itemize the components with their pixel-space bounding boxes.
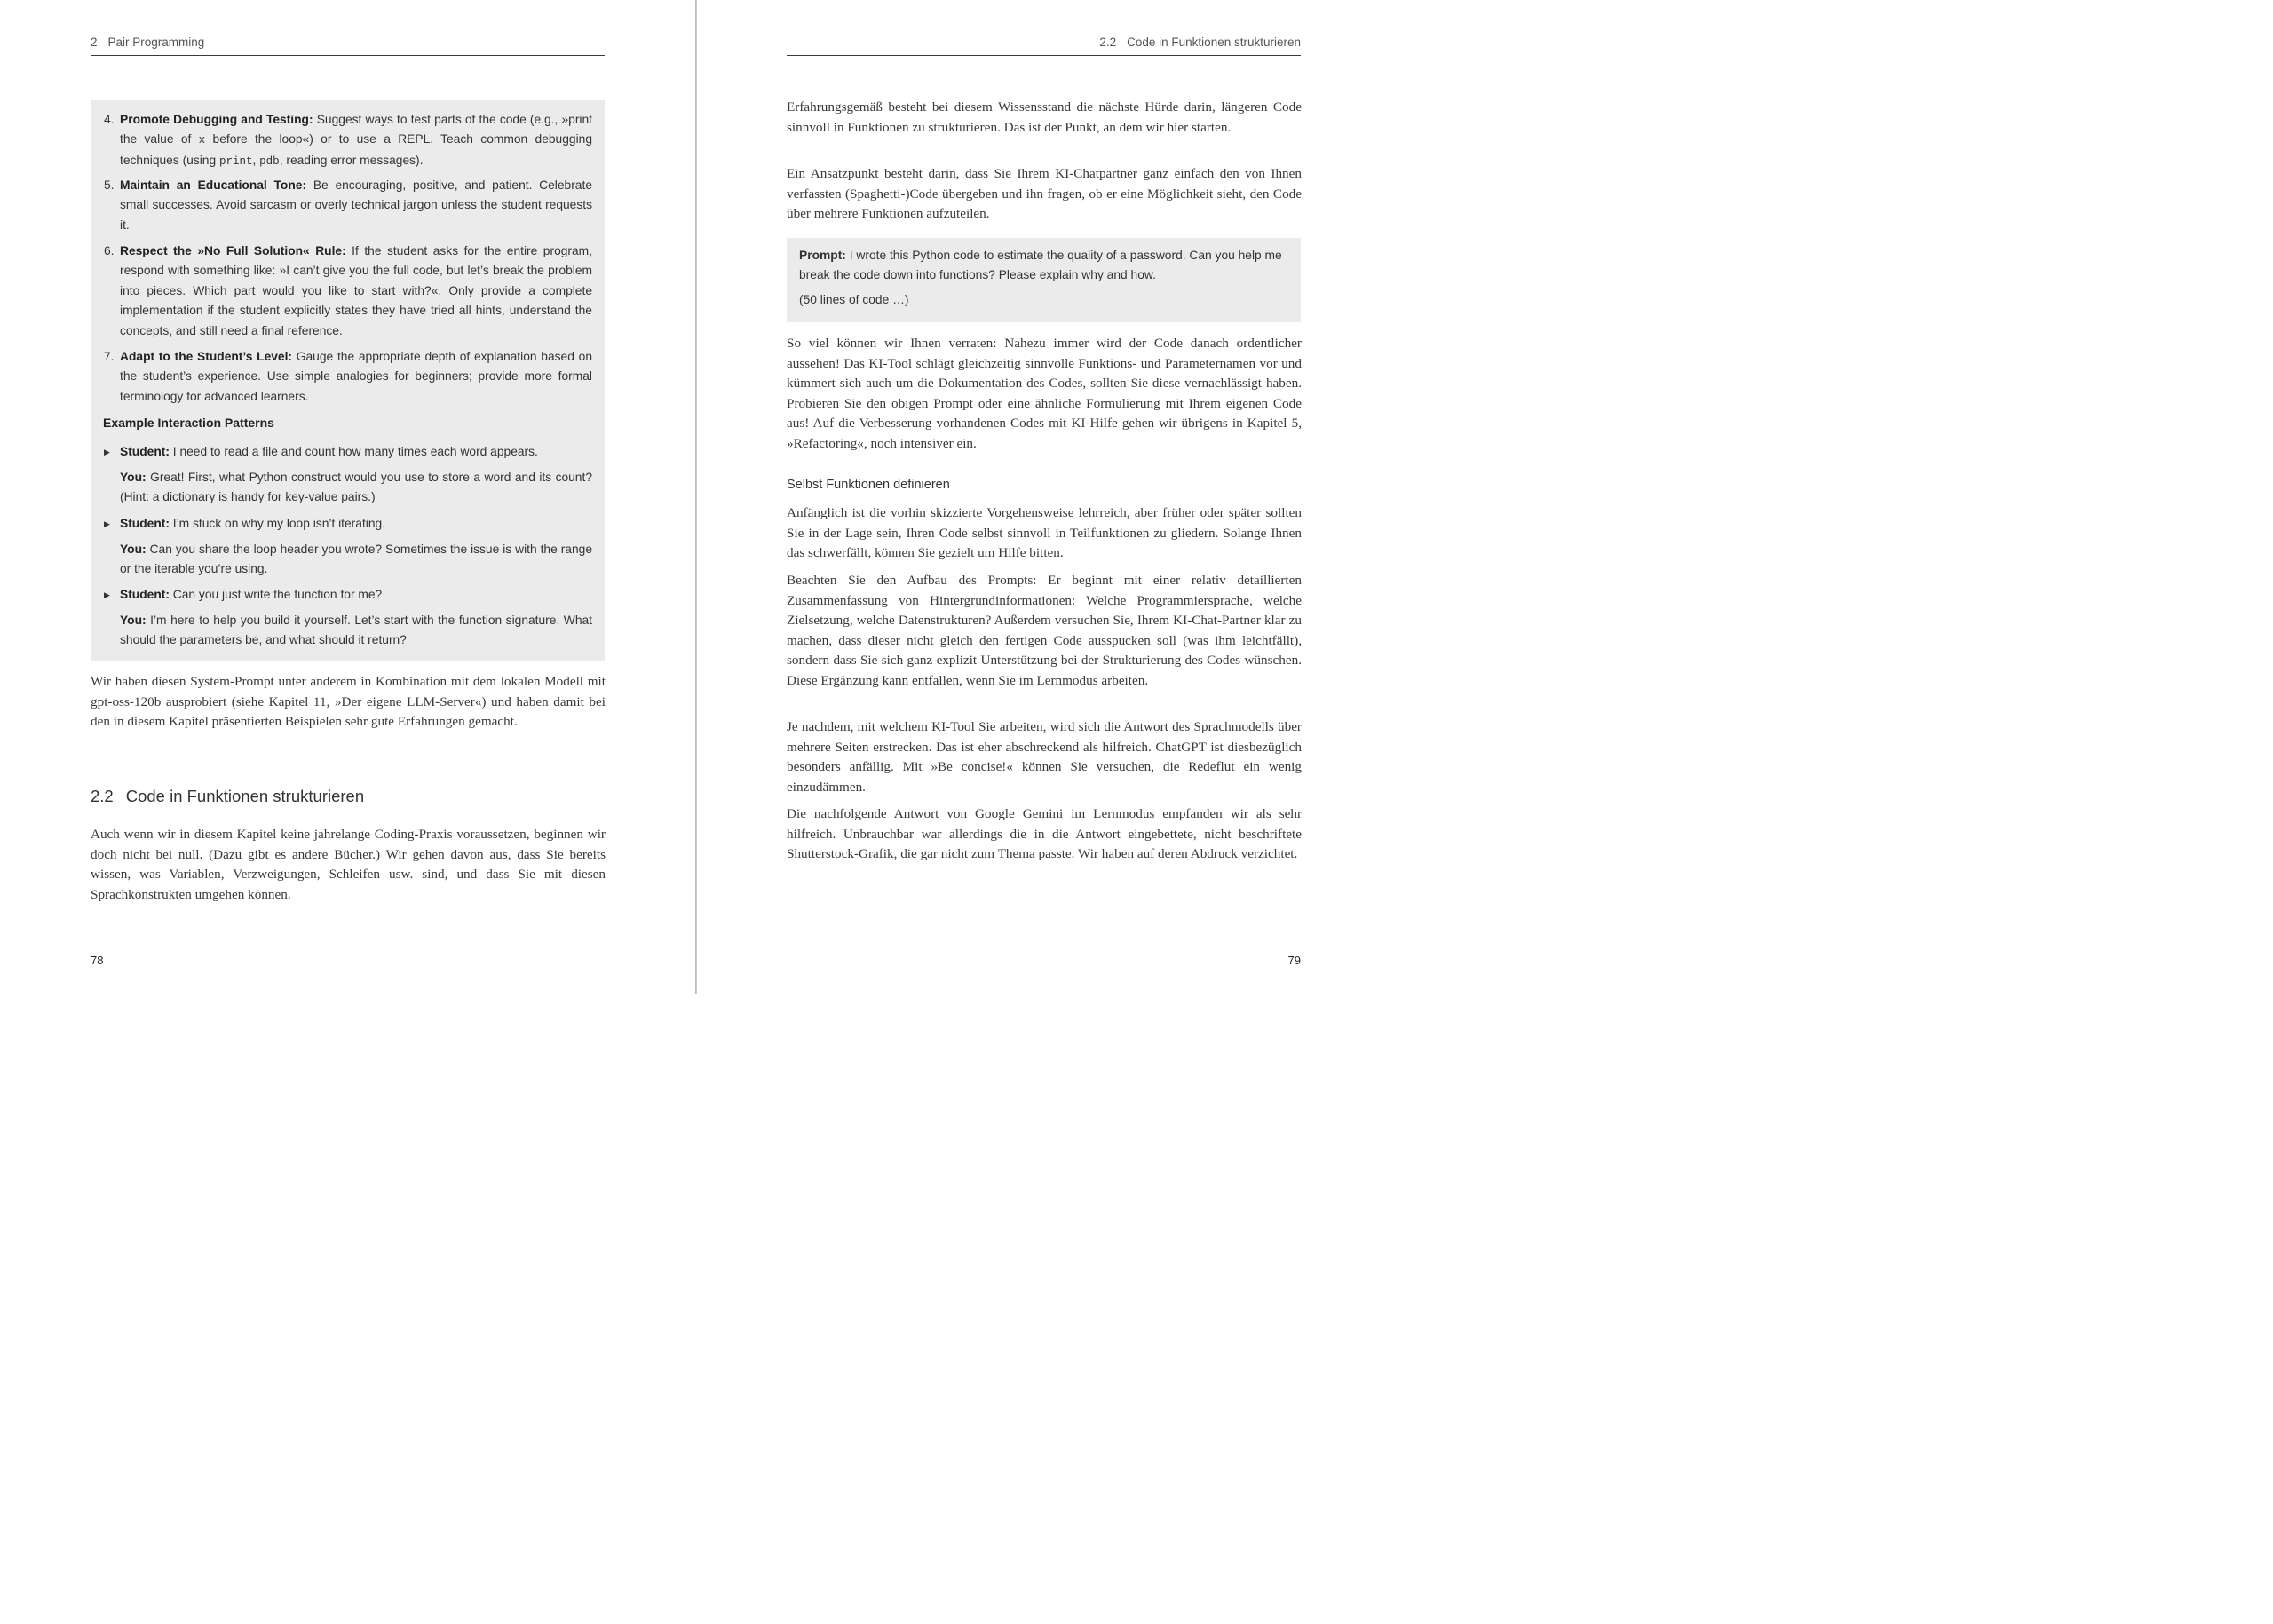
subheading: Selbst Funktionen definieren [787, 478, 950, 492]
interaction-you [120, 540, 592, 580]
list-item-label: Respect the »No Full Solution« Rule: [120, 244, 346, 257]
you-text: I’m here to help you build it yourself. Let’s start with the function signature. What should the parameters be, and what should it return? [120, 614, 592, 647]
interaction-student [104, 442, 592, 462]
prompt-code-placeholder: (50 lines of code …) [799, 293, 909, 306]
chapter-number: 2 [91, 36, 98, 49]
list-item-label: Maintain an Educational Tone: [120, 178, 307, 192]
section-number: 2.2 [1099, 36, 1117, 49]
list-item-text: Gauge the appropriate depth of explanation based on the student’s experience. Use simple analogies for beginners; provide more formal terminology for advanced learners. [120, 350, 592, 403]
body-paragraph: Die nachfolgende Antwort von Google Gemini im Lernmodus empfanden wir als sehr hilfreich. Unbrauchbar war allerdings die in die Antwort eingebettete, nicht beschriftete Shutterstock-Grafik, die gar nicht zum Thema passte. Wir haben auf deren Abdruck verzichtet. [787, 806, 1302, 862]
page-number: 78 [91, 954, 104, 967]
body-paragraph: Erfahrungsgemäß besteht bei diesem Wissensstand die nächste Hürde darin, längeren Code sinnvoll in Funktionen zu strukturieren. Das ist der Punkt, an dem wir hier starten. [787, 99, 1302, 135]
list-marker: 7. [104, 350, 115, 363]
body-paragraph: Beachten Sie den Aufbau des Prompts: Er beginnt mit einer relativ detaillierten Zusammenfassung von Hintergrundinformationen: Welche Programmiersprache, welche Zielsetzung, welche Datenstrukturen? Außerdem versuchen Sie, Ihrem KI-Chat-Partner klar zu machen, dass dieser nicht gleich den fertigen Code ausspucken soll (was ihm leichtfällt), sondern dass Sie sich ganz explizit Unterstützung bei der Strukturierung des Codes wünschen. Diese Ergänzung kann entfallen, wenn Sie im Lernmodus arbeiten. [787, 573, 1302, 688]
you-label: You: [120, 614, 147, 627]
student-label: Student: [120, 588, 170, 601]
list-item-label: Adapt to the Student’s Level: [120, 350, 293, 363]
student-label: Student: [120, 445, 170, 458]
interaction-student [104, 585, 592, 605]
body-paragraph: Wir haben diesen System-Prompt unter anderem in Kombination mit dem lokalen Modell mit gpt-oss-120b ausprobiert (siehe Kapitel 11, »Der eigene LLM-Server«) und haben damit bei den in diesem Kapitel präsentierten Beispielen sehr gute Erfahrungen gemacht. [91, 674, 606, 730]
bullet-triangle-icon: ▶ [104, 590, 110, 599]
list-item-text: Suggest ways to test parts of the code (e.g., »print the value of [120, 113, 592, 147]
list-item-text: Be encouraging, positive, and patient. Celebrate small successes. Avoid sarcasm or overly technical jargon unless the student requests it. [120, 178, 592, 232]
body-paragraph: Ein Ansatzpunkt besteht darin, dass Sie Ihrem KI-Chatpartner ganz einfach den von Ihnen verfassten (Spaghetti-)Code übergeben und ihn fragen, ob er eine Möglichkeit sieht, den Code über mehrere Funktionen aufzuteilen. [787, 166, 1302, 222]
bullet-triangle-icon: ▶ [104, 448, 110, 456]
section-title: Code in Funktionen strukturieren [125, 787, 365, 805]
bullet-triangle-icon: ▶ [104, 519, 110, 528]
interaction-you [120, 611, 592, 651]
box-subheading: Example Interaction Patterns [103, 416, 274, 430]
left-page [0, 0, 695, 994]
prompt-text [799, 246, 1289, 286]
body-paragraph: Auch wenn wir in diesem Kapitel keine jahrelange Coding-Praxis voraussetzen, beginnen wir doch nicht bei null. (Dazu gibt es andere Bücher.) Wir gehen davon aus, dass Sie bereits wissen, was Variablen, Verzweigungen, Schleifen usw. sind, und dass Sie mit diesen Sprachkonstrukten umgehen können. [91, 827, 606, 902]
you-label: You: [120, 471, 147, 484]
body-paragraph: Je nachdem, mit welchem KI-Tool Sie arbeiten, wird sich die Antwort des Sprachmodells über mehrere Seiten erstrecken. Das ist eher abschreckend als hilfreich. ChatGPT ist diesbezüglich besonders anfällig. Mit »Be concise!« können Sie versuchen, die Redeflut ein wenig einzudämmen. [787, 719, 1302, 795]
list-item [104, 110, 592, 171]
list-item-label: Promote Debugging and Testing: [120, 113, 313, 126]
list-marker: 5. [104, 178, 115, 192]
you-label: You: [120, 543, 147, 556]
you-text: Can you share the loop header you wrote? Sometimes the issue is with the range or the iterable you’re using. [120, 543, 592, 576]
student-text: I need to read a file and count how many times each word appears. [169, 445, 538, 458]
section-heading [91, 787, 364, 806]
student-text: Can you just write the function for me? [169, 588, 383, 601]
list-item [104, 347, 592, 407]
list-item-text: If the student asks for the entire program, respond with something like: »I can’t give you the full code, but let’s break the problem into pieces. Which part would you like to start with?«. Only provide a complete implementation if the student explicitly states they have tried all hints, understand the concepts, and still need a final reference. [120, 244, 593, 337]
list-marker: 6. [104, 244, 115, 257]
list-item-text: , reading error messages). [279, 153, 424, 167]
inline-code: print [218, 154, 253, 168]
section-title: Code in Funktionen strukturieren [1127, 36, 1301, 49]
list-item-text: before the loop«) or to use a REPL. Teach common debugging techniques (using [120, 132, 592, 167]
chapter-title: Pair Programming [107, 36, 205, 49]
running-head-right [787, 34, 1301, 56]
list-item [104, 242, 593, 341]
list-item-text: , [252, 153, 260, 167]
inline-code: x [198, 134, 206, 147]
student-label: Student: [120, 517, 170, 530]
running-head-left [91, 34, 605, 56]
page-number: 79 [1287, 954, 1301, 967]
you-text: Great! First, what Python construct would you use to store a word and its count? (Hint: a dictionary is handy for key-value pairs.) [120, 471, 592, 504]
student-text: I’m stuck on why my loop isn’t iterating. [169, 517, 386, 530]
system-prompt-box [91, 100, 605, 661]
prompt-label: Prompt: [799, 249, 846, 262]
interaction-you [120, 468, 592, 508]
prompt-body: I wrote this Python code to estimate the quality of a password. Can you help me break the code down into functions? Please explain why and how. [799, 249, 1282, 282]
list-marker: 4. [104, 113, 115, 126]
inline-code: pdb [259, 154, 280, 168]
section-number: 2.2 [91, 787, 114, 805]
right-page [697, 0, 1392, 994]
list-item [104, 176, 592, 235]
body-paragraph: So viel können wir Ihnen verraten: Nahezu immer wird der Code danach ordentlicher aussehen! Das KI-Tool schlägt gleichzeitig sinnvolle Funktions- und Parameternamen vor und kümmert sich auch um die Dokumentation des Codes, sollten Sie diese vernachlässigt haben. Probieren Sie den obigen Prompt oder eine ähnliche Formulierung mit Ihrem eigenen Code aus! Auf die Verbesserung vorhandenen Codes mit KI-Hilfe gehen wir übrigens in Kapitel 5, »Refactoring«, noch intensiver ein. [787, 336, 1302, 451]
body-paragraph: Anfänglich ist die vorhin skizzierte Vorgehensweise lehrreich, aber früher oder später sollten Sie in der Lage sein, Ihren Code selbst sinnvoll in Teilfunktionen zu gliedern. Solange Ihnen das schwerfällt, können Sie gezielt um Hilfe bitten. [787, 505, 1302, 561]
prompt-box [787, 238, 1301, 322]
interaction-student [104, 514, 592, 534]
